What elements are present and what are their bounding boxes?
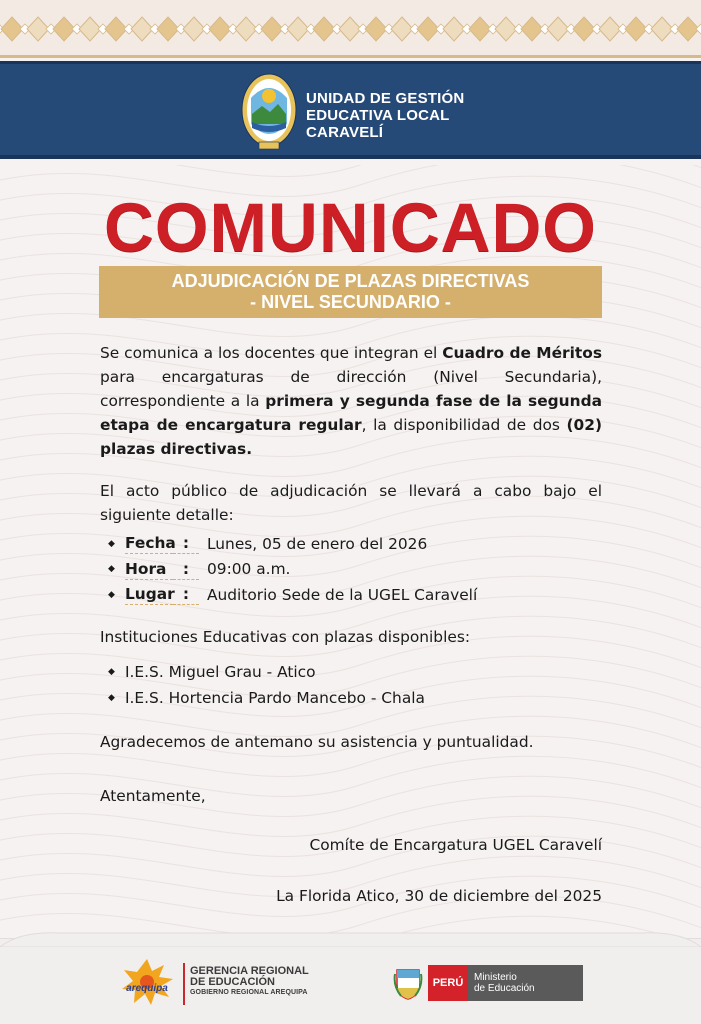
detail-key: Hora	[125, 559, 173, 580]
detail-key: Fecha	[125, 534, 176, 553]
wave-line	[0, 165, 701, 177]
minedu-line1: Ministerio	[474, 972, 517, 983]
intro-text-a: Se comunica a los docentes que integran el	[100, 344, 443, 362]
subtitle-line1: ADJUDICACIÓN DE PLAZAS DIRECTIVAS	[171, 271, 530, 291]
grae-line2: DE EDUCACIÓN	[190, 976, 275, 988]
ugel-name-line2: EDUCATIVA LOCAL	[306, 107, 450, 124]
school-name: I.E.S. Miguel Grau - Atico	[125, 663, 316, 681]
signature-line: Comíte de Encargatura UGEL Caravelí	[309, 836, 602, 854]
ugel-caraveli-seal-icon	[240, 70, 298, 154]
detail-value: Lunes, 05 de enero del 2026	[207, 534, 428, 553]
intro-text-e: , la disponibilidad de dos	[361, 416, 567, 434]
ugel-name	[306, 90, 464, 141]
diamond-bullet-icon: ◆	[108, 693, 115, 703]
grae-name	[190, 966, 309, 998]
list-item	[108, 659, 602, 685]
top-decorative-pattern	[0, 0, 701, 58]
grae-line3: GOBIERNO REGIONAL AREQUIPA	[190, 989, 308, 996]
detail-colon: :	[173, 533, 199, 554]
thanks-paragraph: Agradecemos de antemano su asistencia y puntualidad.	[100, 733, 534, 751]
page-title: COMUNICADO	[104, 189, 597, 266]
pattern-small-diamond	[696, 24, 701, 34]
detail-row-date	[108, 531, 602, 557]
intro-text-c: para encargaturas de dirección (Nivel Secundaria), correspondiente a la	[100, 368, 602, 410]
ugel-name-line1: UNIDAD DE GESTIÓN	[306, 90, 465, 107]
grae-line1: GERENCIA REGIONAL	[190, 965, 309, 977]
diamond-bullet-icon: ◆	[108, 589, 115, 600]
detail-value: Auditorio Sede de la UGEL Caravelí	[207, 585, 478, 604]
arequipa-logo-text: arequipa	[126, 983, 168, 994]
footer-band	[0, 938, 701, 1024]
peru-coat-of-arms-icon	[393, 966, 423, 1000]
detail-intro-paragraph: El acto público de adjudicación se llevará a cabo bajo el siguiente detalle:	[100, 482, 602, 524]
closing-salutation: Atentamente,	[100, 787, 206, 805]
detail-colon: :	[173, 559, 199, 580]
minedu-badge	[468, 965, 583, 1001]
header-band	[0, 61, 701, 159]
footer-curve-decoration	[0, 931, 701, 947]
ugel-name-line3: CARAVELÍ	[306, 124, 384, 141]
list-item	[108, 685, 602, 711]
detail-row-time	[108, 557, 602, 583]
subtitle-line2: - NIVEL SECUNDARIO -	[250, 292, 451, 312]
school-name: I.E.S. Hortencia Pardo Mancebo - Chala	[125, 689, 425, 707]
detail-key: Lugar	[125, 585, 175, 604]
intro-paragraph	[100, 341, 602, 461]
intro-text-b: Cuadro de Méritos	[442, 344, 603, 362]
detail-colon: :	[173, 584, 199, 605]
diamond-bullet-icon: ◆	[108, 667, 115, 677]
minedu-line2: de Educación	[474, 983, 535, 994]
diamond-bullet-icon: ◆	[108, 538, 115, 549]
subtitle-banner	[99, 266, 602, 318]
event-details-list	[108, 531, 602, 608]
detail-row-place	[108, 582, 602, 608]
schools-list	[108, 659, 602, 711]
arequipa-logo-icon	[118, 957, 176, 1007]
schools-heading: Instituciones Educativas con plazas disponibles:	[100, 628, 471, 646]
peru-badge: PERÚ	[428, 965, 468, 1001]
diamond-bullet-icon: ◆	[108, 564, 115, 575]
intro-text-f: (02) plazas directivas.	[100, 416, 602, 458]
detail-value: 09:00 a.m.	[207, 560, 291, 579]
footer-divider	[183, 963, 185, 1005]
date-line: La Florida Atico, 30 de diciembre del 2025	[276, 887, 602, 905]
intro-text-d: primera y segunda fase de la segunda etapa de encargatura regular	[100, 392, 602, 434]
